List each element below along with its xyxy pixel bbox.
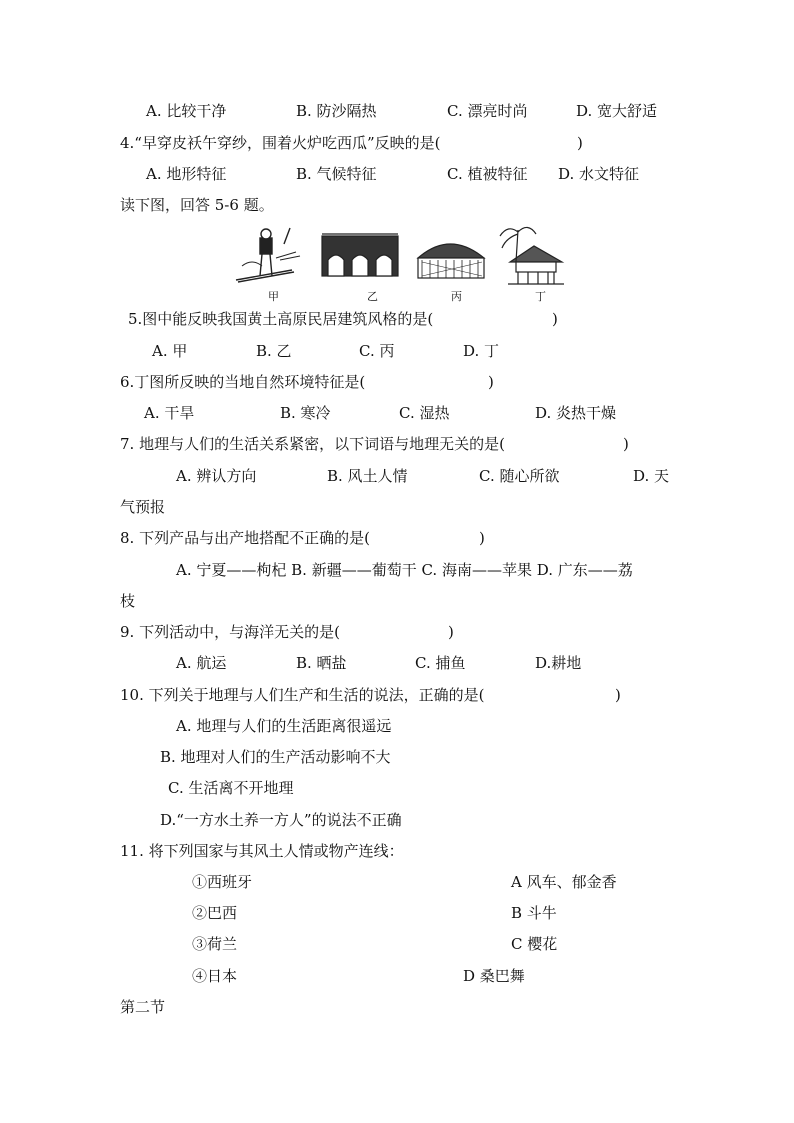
- read-prompt: 读下图，回答 5-6 题。: [120, 196, 274, 214]
- q6-option-b: B. 寒冷: [280, 404, 331, 422]
- q3-option-d: D. 宽大舒适: [576, 102, 658, 120]
- section-heading: 第二节: [120, 998, 166, 1016]
- q4-option-b: B. 气候特征: [296, 165, 377, 183]
- q7-wrap: 气预报: [120, 498, 166, 516]
- q11-right-2: B 斗牛: [511, 904, 557, 922]
- q9-option-c: C. 捕鱼: [415, 654, 466, 672]
- figure-label-ding: 丁: [535, 290, 546, 303]
- q6-option-d: D. 炎热干燥: [535, 404, 617, 422]
- q7-option-d: D. 天: [633, 467, 670, 485]
- q9-option-b: B. 晒盐: [296, 654, 347, 672]
- dwellings-illustration: [232, 222, 578, 306]
- q6-close: ): [488, 373, 494, 391]
- figure-ding-sketch: [500, 227, 564, 284]
- q7-stem: 7. 地理与人们的生活关系紧密，以下词语与地理无关的是(: [120, 435, 505, 453]
- figure-jia-sketch: [236, 228, 300, 282]
- q4-option-d: D. 水文特征: [558, 165, 640, 183]
- figure-yi-sketch: [322, 234, 398, 276]
- q7-option-b: B. 风土人情: [327, 467, 408, 485]
- q5-option-d: D. 丁: [463, 342, 500, 360]
- dwellings-figure: [232, 222, 578, 306]
- figure-label-yi: 乙: [367, 290, 378, 303]
- figure-label-jia: 甲: [268, 290, 279, 303]
- q11-left-1: ①西班牙: [192, 873, 253, 891]
- q6-option-a: A. 干旱: [144, 404, 195, 422]
- q3-option-a: A. 比较干净: [146, 102, 227, 120]
- q5-option-b: B. 乙: [256, 342, 292, 360]
- q6-option-c: C. 湿热: [399, 404, 450, 422]
- q11-left-3: ③荷兰: [192, 935, 238, 953]
- q10-option-a: A. 地理与人们的生活距离很遥远: [176, 717, 392, 735]
- q3-option-b: B. 防沙隔热: [296, 102, 377, 120]
- q10-option-b: B. 地理对人们的生产活动影响不大: [160, 748, 391, 766]
- q7-close: ): [623, 435, 629, 453]
- q10-option-d: D.“一方水土养一方人”的说法不正确: [160, 811, 402, 829]
- q9-option-a: A. 航运: [176, 654, 227, 672]
- q4-close: ): [577, 134, 583, 152]
- q6-stem: 6.丁图所反映的当地自然环境特征是(: [120, 373, 366, 391]
- q4-option-a: A. 地形特征: [146, 165, 227, 183]
- q5-option-c: C. 丙: [359, 342, 395, 360]
- q9-option-d: D.耕地: [535, 654, 582, 672]
- q11-left-4: ④日本: [192, 967, 238, 985]
- q11-left-2: ②巴西: [192, 904, 238, 922]
- q4-stem: 4.“早穿皮袄午穿纱，围着火炉吃西瓜”反映的是(: [120, 134, 441, 152]
- q8-close: ): [479, 529, 485, 547]
- q7-option-c: C. 随心所欲: [479, 467, 560, 485]
- figure-bing-sketch: [418, 244, 484, 278]
- q8-options: A. 宁夏——枸杞 B. 新疆——葡萄干 C. 海南——苹果 D. 广东——荔: [176, 561, 633, 579]
- figure-label-bing: 丙: [451, 290, 462, 303]
- q10-close: ): [615, 686, 621, 704]
- q9-stem: 9. 下列活动中，与海洋无关的是(: [120, 623, 340, 641]
- q5-stem: 5.图中能反映我国黄土高原民居建筑风格的是(: [128, 310, 434, 328]
- q7-option-a: A. 辨认方向: [176, 467, 257, 485]
- q11-right-1: A 风车、郁金香: [511, 873, 617, 891]
- q11-right-4: D 桑巴舞: [463, 967, 525, 985]
- q10-option-c: C. 生活离不开地理: [168, 779, 294, 797]
- q9-close: ): [448, 623, 454, 641]
- q5-option-a: A. 甲: [152, 342, 188, 360]
- q11-stem: 11. 将下列国家与其风土人情或物产连线：: [120, 842, 404, 860]
- q8-wrap: 枝: [120, 592, 136, 610]
- q3-option-c: C. 漂亮时尚: [447, 102, 528, 120]
- q11-right-3: C 樱花: [511, 935, 558, 953]
- q4-option-c: C. 植被特征: [447, 165, 528, 183]
- q5-close: ): [552, 310, 558, 328]
- q10-stem: 10. 下列关于地理与人们生产和生活的说法，正确的是(: [120, 686, 485, 704]
- q8-stem: 8. 下列产品与出产地搭配不正确的是(: [120, 529, 370, 547]
